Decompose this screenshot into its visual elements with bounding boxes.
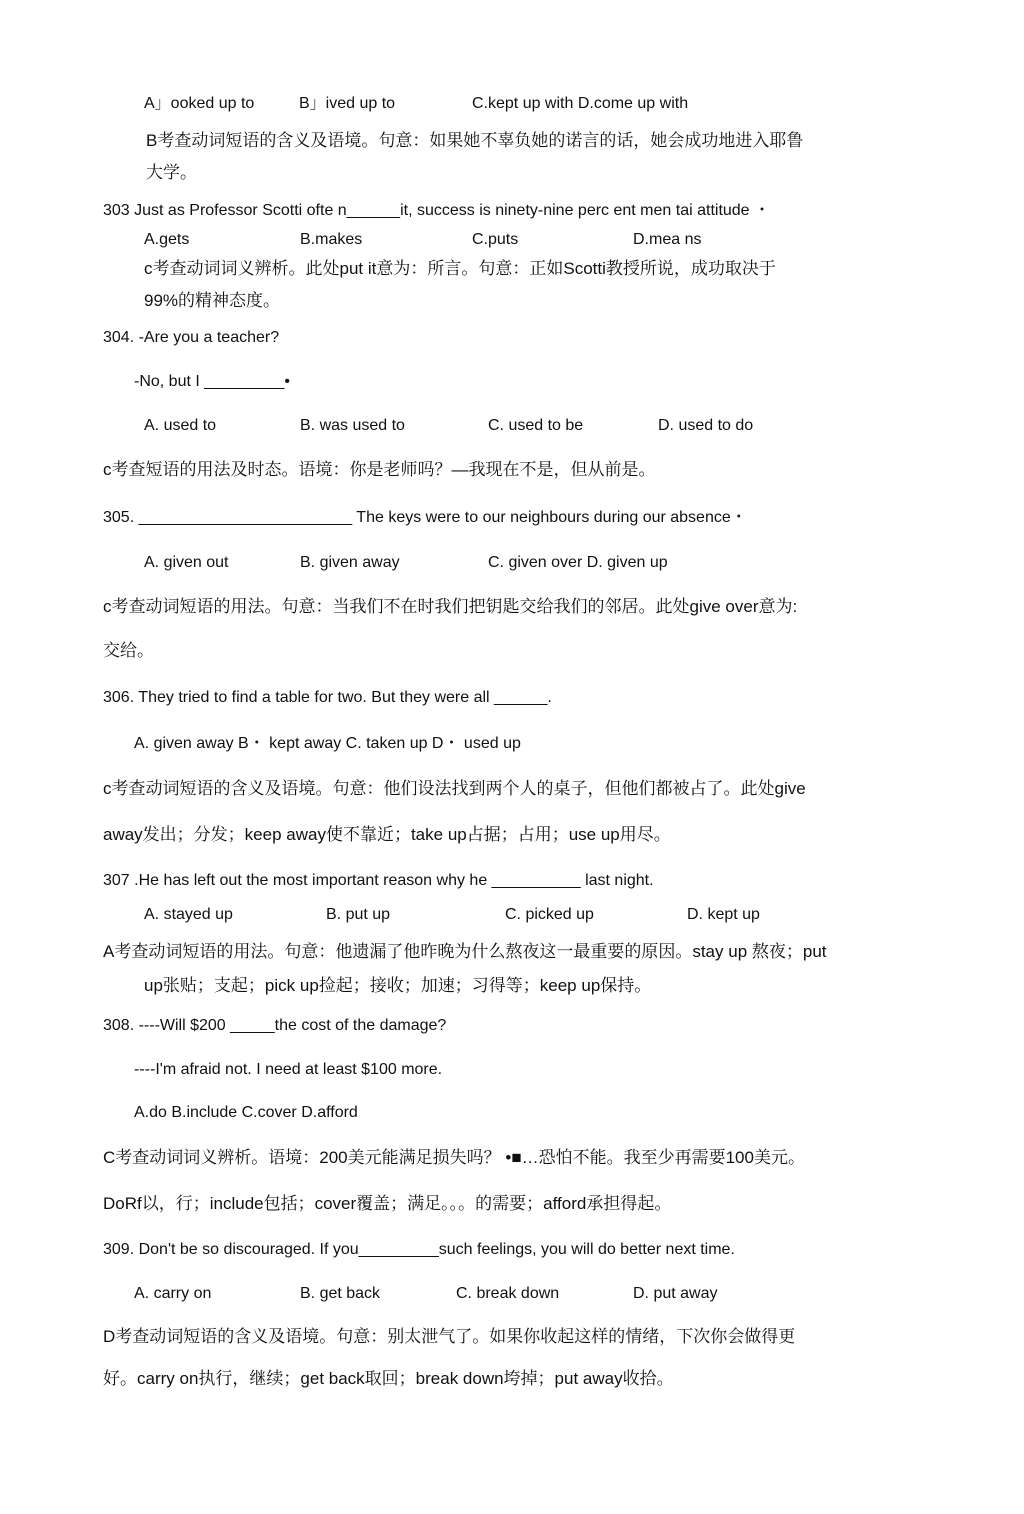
q304-stem: 304. -Are you a teacher? [103, 329, 280, 346]
q305-option-a: A. given out [144, 554, 229, 571]
q307-explanation-line-2: up张贴；支起；pick up捡起；接收；加速；习得等；keep up保持。 [144, 976, 652, 995]
q307-option-d: D. kept up [687, 906, 760, 923]
q306-options: A. given away B・ kept away C. taken up D・ used up [134, 735, 521, 752]
q308-reply: ----I'm afraid not. I need at least $100 more. [134, 1061, 443, 1078]
q304-reply: -No, but I _________• [134, 373, 290, 390]
q307-option-b: B. put up [326, 906, 391, 923]
q303-option-b: B.makes [300, 231, 363, 248]
q304-option-d: D. used to do [658, 417, 754, 434]
q303-explanation-line-2: 99%的精神态度。 [144, 291, 281, 310]
q307-stem: 307 .He has left out the most important reason why he __________ last night. [103, 872, 654, 889]
q309-option-c: C. break down [456, 1285, 560, 1302]
q303-option-a: A.gets [144, 231, 190, 248]
q305-explanation-line-2: 交给。 [103, 641, 154, 660]
q309-option-b: B. get back [300, 1285, 381, 1302]
q303-option-c: C.puts [472, 231, 519, 248]
q302-explanation-line-2: 大学。 [146, 163, 197, 182]
q305-explanation-line-1: c考查动词短语的用法。句意：当我们不在时我们把钥匙交给我们的邻居。此处give over意为: [103, 597, 798, 616]
q309-explanation-line-1: D考查动词短语的含义及语境。句意：别太泄气了。如果你收起这样的情绪，下次你会做得更 [103, 1327, 796, 1346]
q305-option-b: B. given away [300, 554, 400, 571]
q307-option-c: C. picked up [505, 906, 594, 923]
q302-option-b: B」ived up to [299, 95, 396, 112]
q306-stem: 306. They tried to find a table for two. But they were all ______. [103, 689, 552, 706]
q304-explanation-line-1: c考查短语的用法及时态。语境：你是老师吗？—我现在不是，但从前是。 [103, 460, 656, 479]
q309-stem: 309. Don't be so discouraged. If you_________such feelings, you will do better next time. [103, 1241, 735, 1258]
q309-option-a: A. carry on [134, 1285, 212, 1302]
q309-option-d: D. put away [633, 1285, 718, 1302]
q307-explanation-line-1: A考查动词短语的用法。句意：他遗漏了他昨晚为什么熬夜这一最重要的原因。stay up 熬夜；put [103, 942, 827, 961]
q306-explanation-line-2: away发出；分发；keep away使不靠近；take up占据；占用；use up用尽。 [103, 825, 671, 844]
q305-option-cd: C. given over D. given up [488, 554, 668, 571]
q308-stem: 308. ----Will $200 _____the cost of the damage? [103, 1017, 447, 1034]
q304-option-b: B. was used to [300, 417, 405, 434]
q306-explanation-line-1: c考查动词短语的含义及语境。句意：他们设法找到两个人的桌子，但他们都被占了。此处give [103, 779, 806, 798]
q308-explanation-line-2: DoRf以，行；include包括；cover覆盖；满足。。。的需要；afford承担得起。 [103, 1194, 672, 1213]
q302-option-cd: C.kept up with D.come up with [472, 95, 689, 112]
q304-option-a: A. used to [144, 417, 217, 434]
q304-option-c: C. used to be [488, 417, 584, 434]
q302-explanation-line-1: B考查动词短语的含义及语境。句意：如果她不辜负她的诺言的话，她会成功地进入耶鲁 [146, 131, 804, 150]
q305-stem: 305. ________________________ The keys were to our neighbours during our absence・ [103, 509, 747, 526]
q309-explanation-line-2: 好。carry on执行，继续；get back取回；break down垮掉；put away收拾。 [103, 1369, 674, 1388]
q307-option-a: A. stayed up [144, 906, 233, 923]
q302-option-a: A」ooked up to [144, 95, 255, 112]
q308-options: A.do B.include C.cover D.afford [134, 1104, 358, 1121]
q303-explanation-line-1: c考查动词词义辨析。此处put it意为：所言。句意：正如Scotti教授所说，成功取决于 [144, 259, 776, 278]
q308-explanation-line-1: C考查动词词义辨析。语境：200美元能满足损失吗？ •■…恐怕不能。我至少再需要100美元。 [103, 1148, 805, 1167]
q303-stem: 303 Just as Professor Scotti ofte n______it, success is ninety-nine perc ent men tai attitude ・ [103, 202, 771, 219]
q303-option-d: D.mea ns [633, 231, 702, 248]
